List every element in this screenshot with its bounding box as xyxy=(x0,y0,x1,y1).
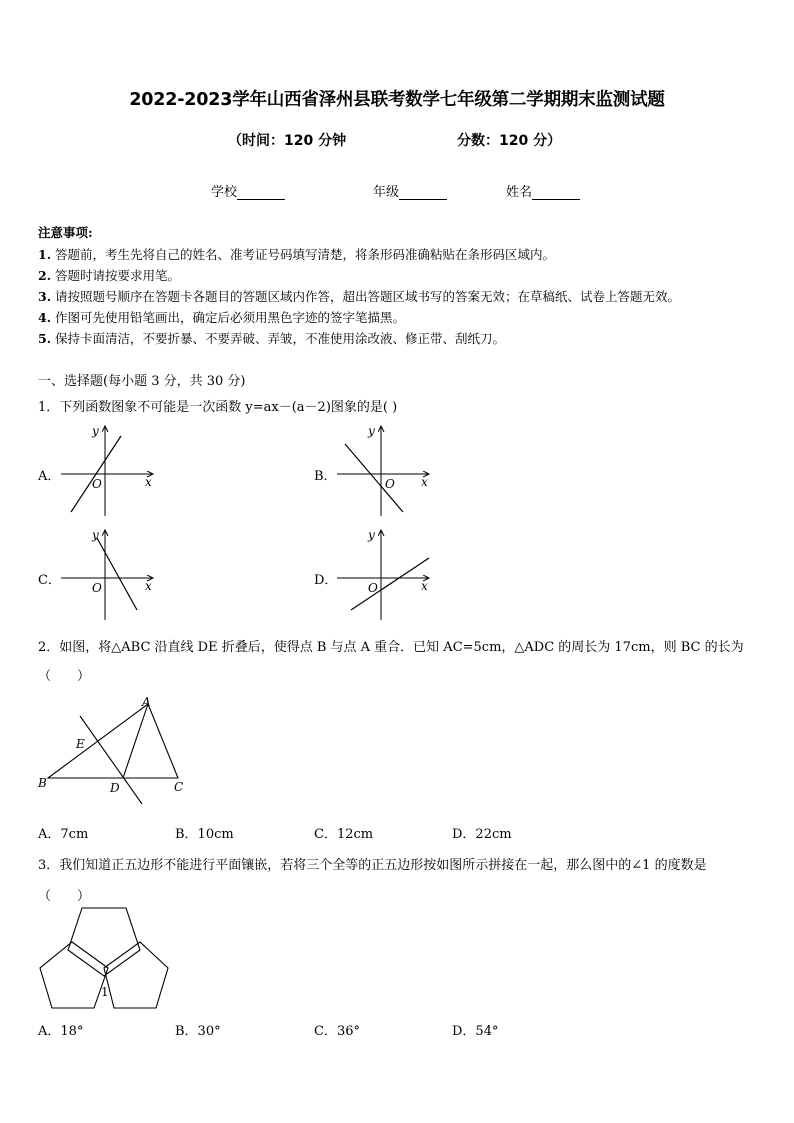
x-axis-label: x xyxy=(145,475,152,489)
q2-option-a[interactable]: A．7cm xyxy=(38,827,89,842)
origin-label: O xyxy=(368,581,378,595)
name-field xyxy=(506,181,580,200)
q1-graph-b xyxy=(331,420,441,520)
q3-option-d[interactable]: D．54° xyxy=(452,1024,499,1039)
question-2-paren: （ ） xyxy=(38,669,91,684)
q2-option-c[interactable]: C．12cm xyxy=(314,827,374,842)
x-axis-label: x xyxy=(145,579,152,593)
x-axis-label: x xyxy=(421,475,428,489)
triangle-abc xyxy=(48,704,178,778)
grade-field xyxy=(373,181,447,200)
y-axis-label: y xyxy=(368,424,375,438)
note-item: 2. 答题时请按要求用笔。 xyxy=(38,268,181,283)
q3-option-a[interactable]: A．18° xyxy=(38,1024,84,1039)
y-axis-label: y xyxy=(92,528,99,542)
origin-label: O xyxy=(92,477,102,491)
q1-option-c-label[interactable]: C． xyxy=(38,573,61,588)
page-title: 2022-2023学年山西省泽州县联考数学七年级第二学期期末监测试题 xyxy=(129,90,665,110)
notes-title: 注意事项: xyxy=(38,225,93,240)
note-item: 4. 作图可先使用铅笔画出，确定后必须用黑色字迹的签字笔描黑。 xyxy=(38,310,406,325)
point-a-label: A xyxy=(142,695,151,709)
school-field xyxy=(211,181,285,200)
name-blank[interactable] xyxy=(532,185,580,200)
q3-option-c[interactable]: C．36° xyxy=(314,1024,360,1039)
origin-label: O xyxy=(385,477,395,491)
point-b-label: B xyxy=(38,776,47,790)
x-axis-label: x xyxy=(421,579,428,593)
point-d-label: D xyxy=(110,781,120,795)
point-c-label: C xyxy=(174,780,184,794)
question-3-paren: （ ） xyxy=(38,889,91,904)
school-label: 学校 xyxy=(211,185,238,200)
q1-graph-c xyxy=(55,524,165,624)
note-item: 5. 保持卡面清洁，不要折暴、不要弄破、弄皱，不准使用涂改液、修正带、刮纸刀。 xyxy=(38,331,506,346)
exam-score: 分数：120 分） xyxy=(457,133,562,149)
exam-time: （时间：120 分钟 xyxy=(228,133,347,149)
school-blank[interactable] xyxy=(237,185,285,200)
question-2-stem: 2．如图，将△ABC 沿直线 DE 折叠后，使得点 B 与点 A 重合．已知 AC=5cm，△ADC 的周长为 17cm，则 BC 的长为 xyxy=(38,640,744,655)
q1-option-d-label[interactable]: D． xyxy=(314,573,338,588)
q1-graph-a xyxy=(55,420,165,520)
q2-option-b[interactable]: B．10cm xyxy=(175,827,234,842)
name-label: 姓名 xyxy=(506,185,533,200)
pentagon-left xyxy=(40,942,108,1008)
q1-graph-d xyxy=(331,524,441,624)
note-item: 3. 请按照题号顺序在答题卡各题目的答题区域内作答，超出答题区域书写的答案无效；在草稿纸、试卷上答题无效。 xyxy=(38,289,681,304)
q2-option-d[interactable]: D．22cm xyxy=(452,827,512,842)
pentagon-right xyxy=(104,942,168,1008)
note-item: 1. 答题前，考生先将自己的姓名、准考证号码填写清楚，将条形码准确粘贴在条形码区域内。 xyxy=(38,247,556,262)
segment-ad xyxy=(123,704,148,778)
q3-option-b[interactable]: B．30° xyxy=(175,1024,221,1039)
function-line xyxy=(351,558,429,610)
grade-label: 年级 xyxy=(373,185,400,200)
question-1-stem: 1．下列函数图象不可能是一次函数 y=ax－(a－2)图象的是( ) xyxy=(38,400,398,415)
section-heading: 一、选择题(每小题 3 分，共 30 分) xyxy=(38,374,246,389)
q1-option-a-label[interactable]: A． xyxy=(38,469,61,484)
y-axis-label: y xyxy=(368,528,375,542)
angle-1-label: 1 xyxy=(101,985,109,999)
q2-triangle-figure xyxy=(34,694,194,806)
origin-label: O xyxy=(92,581,102,595)
point-e-label: E xyxy=(76,737,85,751)
q3-pentagon-figure xyxy=(34,904,179,1014)
function-line xyxy=(97,538,137,610)
question-3-stem: 3．我们知道正五边形不能进行平面镶嵌，若将三个全等的正五边形按如图所示拼接在一起，那么图中的∠1 的度数是 xyxy=(38,858,707,873)
pentagon-top xyxy=(68,908,140,976)
grade-blank[interactable] xyxy=(399,185,447,200)
q1-option-b-label[interactable]: B． xyxy=(314,469,337,484)
y-axis-label: y xyxy=(92,424,99,438)
